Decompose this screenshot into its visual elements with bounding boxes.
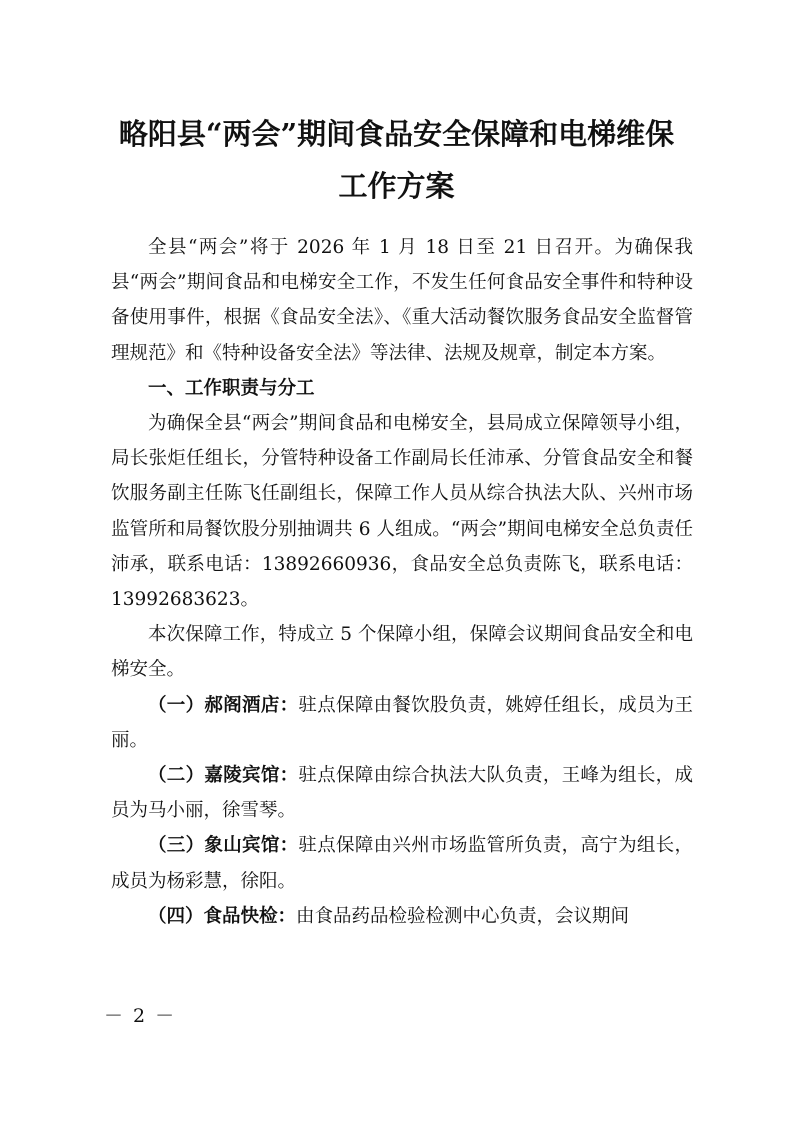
group-text: 驻点保障由餐饮股负责，姚婷任组长，成员为王丽。	[111, 694, 693, 751]
group-item	[111, 828, 693, 898]
section-heading: 一、工作职责与分工	[148, 377, 315, 399]
page-number: － 2 －	[104, 1005, 177, 1027]
document-title	[0, 108, 793, 212]
group-text: 由食品药品检验检测中心负责，会议期间	[296, 905, 630, 927]
title-line-2: 工作方案	[338, 169, 455, 203]
group-item	[111, 758, 693, 828]
duty-paragraph: 为确保全县“两会”期间食品和电梯安全，县局成立保障领导小组，局长张炬任组长，分管特种设备工作副局长任沛承、分管食品安全和餐饮服务副主任陈飞任副组长，保障工作人员从综合执法大队、兴州市场监管所和局餐饮股分别抽调共 6 人组成。“两会”期间电梯安全总负责任沛承，联系电话：13892660936，食品安全总负责陈飞，联系电话：13992683623。	[111, 413, 693, 611]
group-text: 驻点保障由兴州市场监管所负责，高宁为组长，成员为杨彩慧，徐阳。	[111, 835, 693, 892]
group-text: 驻点保障由综合执法大队负责，王峰为组长，成员为马小丽，徐雪琴。	[111, 765, 693, 822]
group-lead: （二）嘉陵宾馆：	[148, 765, 299, 787]
group-lead: （四）食品快检：	[148, 905, 297, 927]
intro-paragraph: 全县“两会”将于 2026 年 1 月 18 日至 21 日召开。为确保我县“两会”期间食品和电梯安全工作，不发生任何食品安全事件和特种设备使用事件，根据《食品安全法》、《重大活动餐饮服务食品安全监督管理规范》和《特种设备安全法》等法律、法规及规章，制定本方案。	[111, 237, 693, 364]
group-item	[111, 688, 693, 758]
group-lead: （一）郝阁酒店：	[148, 694, 299, 716]
document-body	[111, 230, 693, 934]
group-lead: （三）象山宾馆：	[148, 835, 299, 857]
title-line-1: 略阳县“两会”期间食品安全保障和电梯维保	[118, 117, 675, 151]
groups-intro-paragraph: 本次保障工作，特成立 5 个保障小组，保障会议期间食品安全和电梯安全。	[111, 624, 693, 681]
group-item	[111, 899, 693, 934]
